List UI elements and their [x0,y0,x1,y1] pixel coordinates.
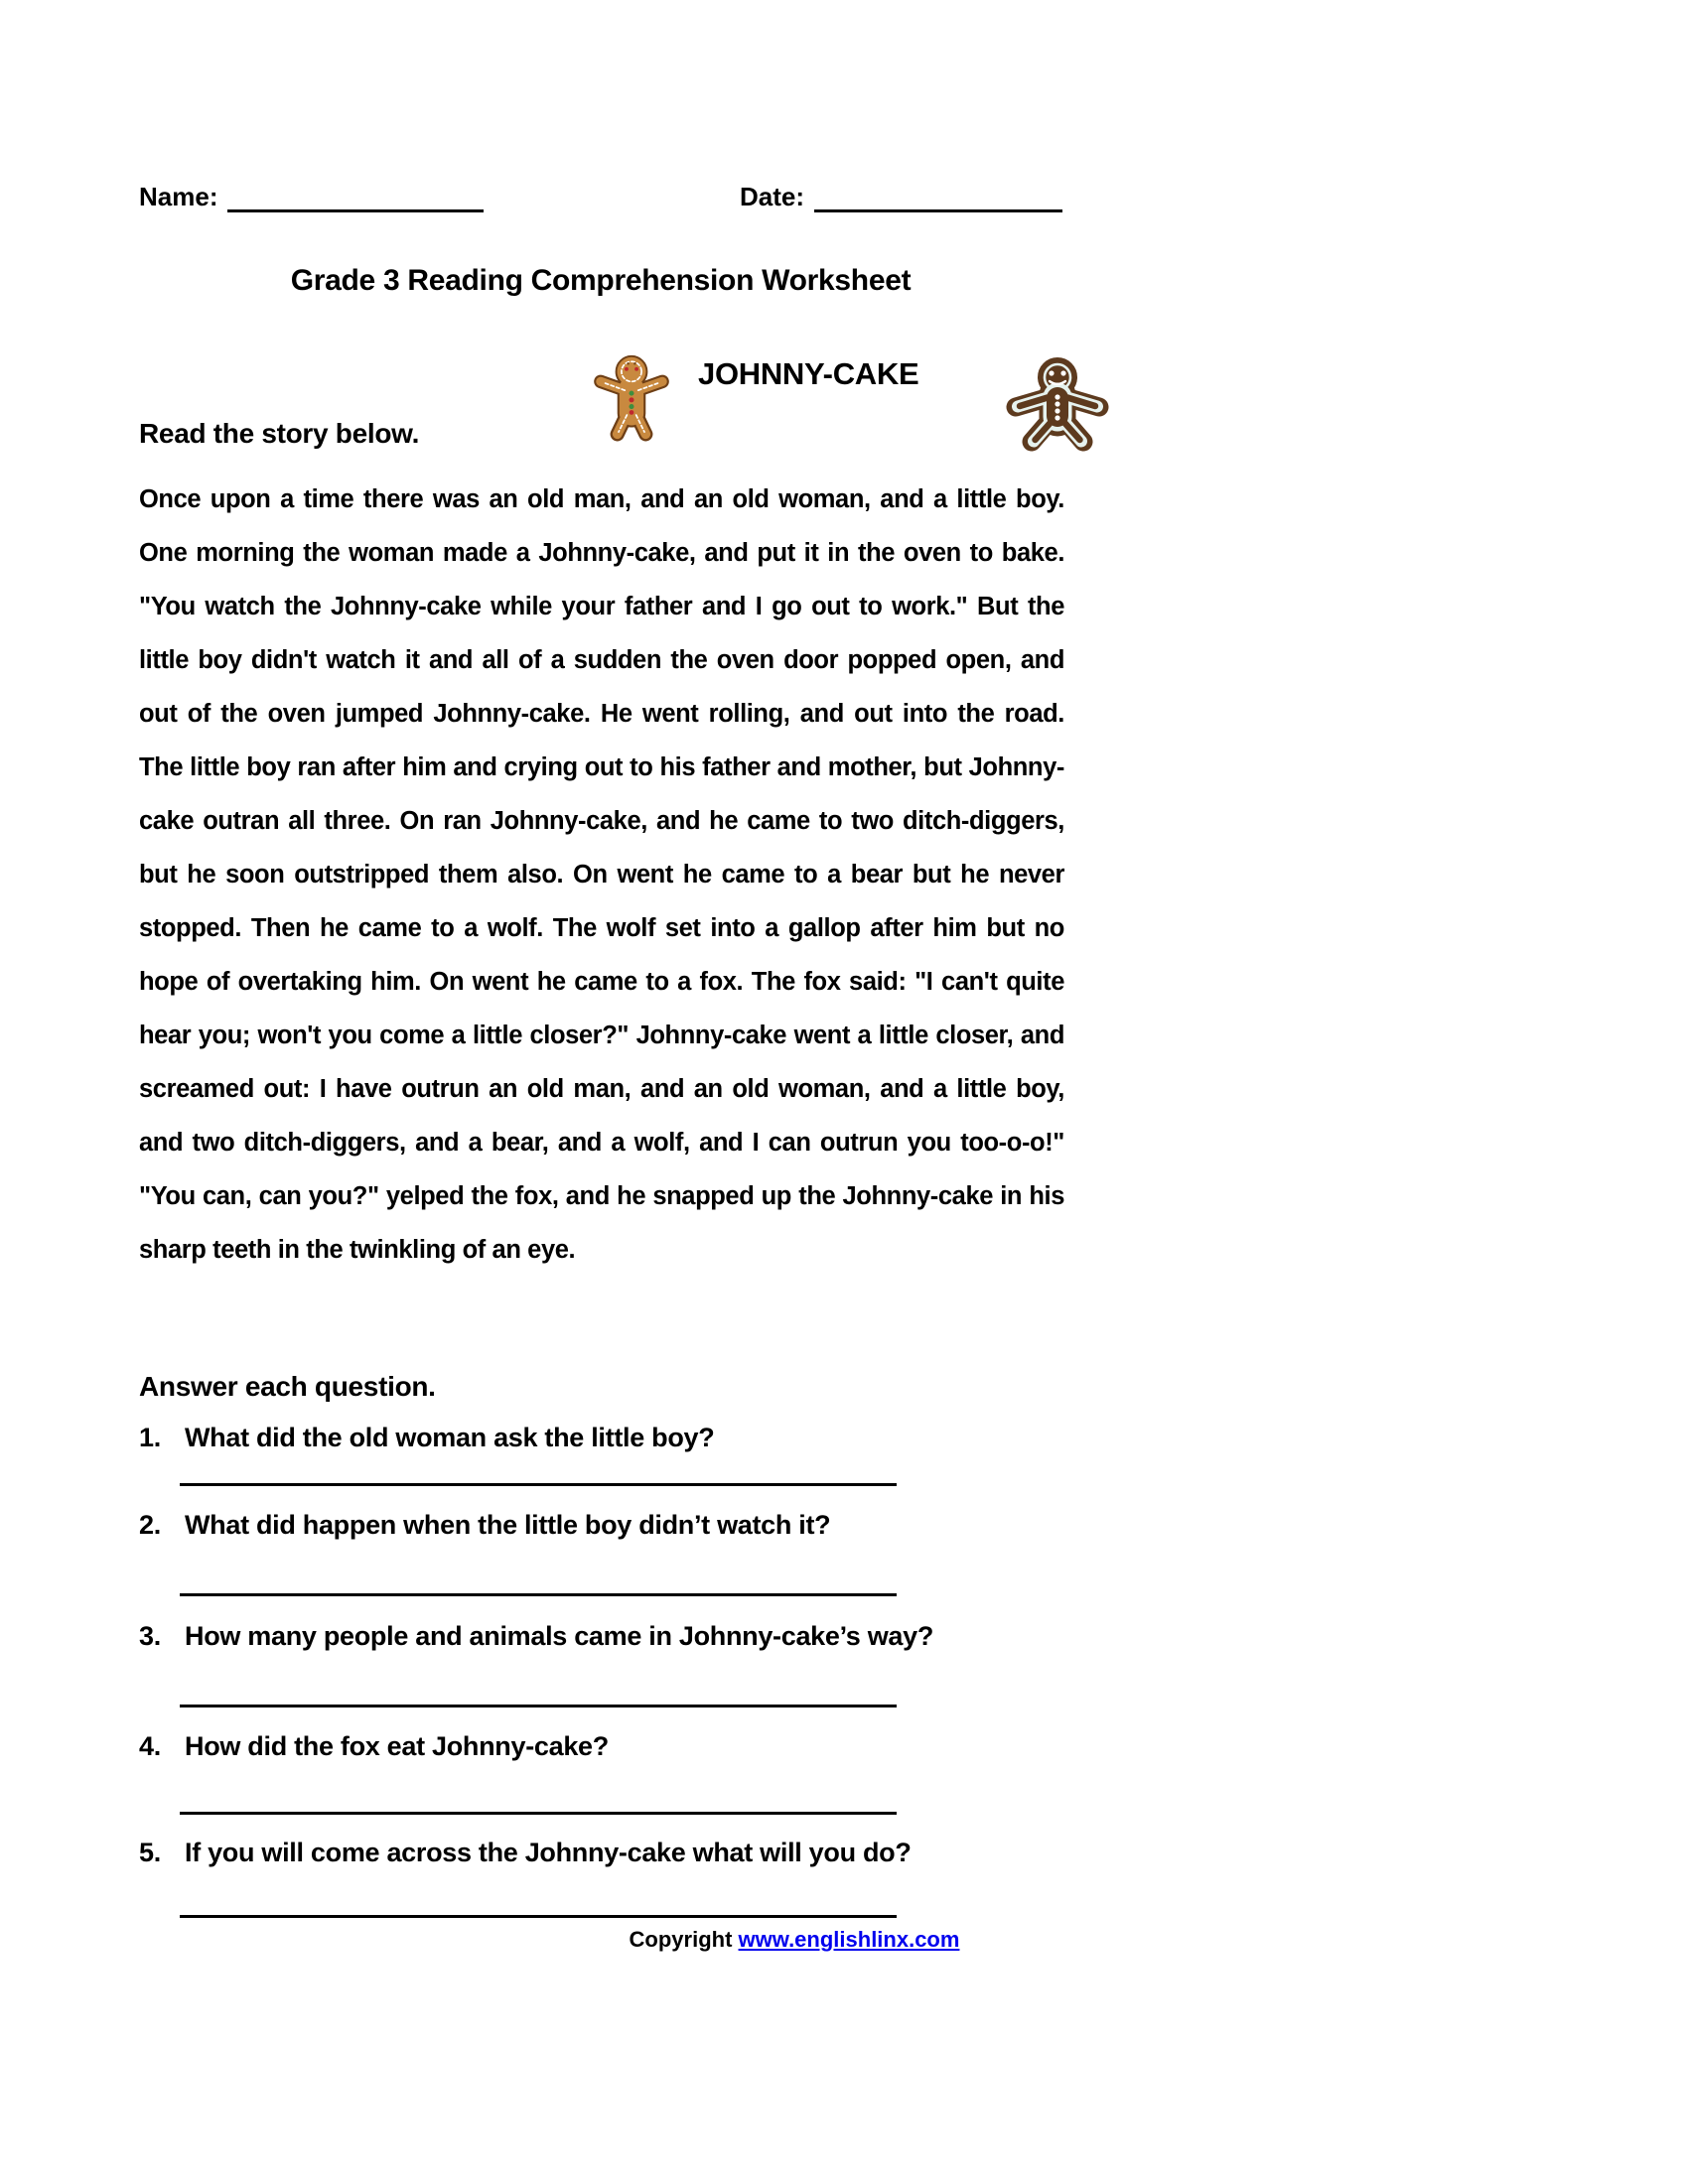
answer-line-4[interactable] [180,1780,897,1815]
story-subtitle: JOHNNY-CAKE [698,356,919,391]
question-4-number: 4. [139,1731,161,1761]
question-4-text: How did the fox eat Johnny-cake? [185,1731,609,1761]
copyright-label: Copyright [629,1927,739,1952]
name-blank-line[interactable] [227,184,484,212]
answer-questions-instruction: Answer each question. [139,1371,436,1402]
question-5-number: 5. [139,1838,161,1867]
date-label: Date: [740,182,805,211]
gingerbread-man-dark-icon [1001,355,1114,455]
question-1-text: What did the old woman ask the little boy? [185,1423,715,1452]
question-2-text: What did happen when the little boy didn’t watch it? [185,1510,831,1540]
read-story-instruction: Read the story below. [139,418,420,449]
answer-line-2[interactable] [180,1562,897,1596]
question-3 [139,1621,1082,1652]
gingerbread-man-light-icon [590,350,673,448]
name-label: Name: [139,182,218,211]
question-2-number: 2. [139,1510,161,1540]
question-4 [139,1731,1082,1762]
question-3-number: 3. [139,1621,161,1651]
answer-line-1[interactable] [180,1451,897,1486]
question-5 [139,1838,1082,1868]
date-blank-line[interactable] [814,184,1062,212]
page-title: Grade 3 Reading Comprehension Worksheet [290,264,912,297]
question-5-text: If you will come across the Johnny-cake what will you do? [185,1838,912,1867]
question-2 [139,1510,1082,1541]
answer-line-5[interactable] [180,1883,897,1918]
story-text: Once upon a time there was an old man, and an old woman, and a little boy. One morning the woman made a Johnny-cake, and put it in the oven to bake. "You watch the Johnny-cake while your father and I go out to work." But the little boy didn't watch it and all of a sudden the oven door popped open, and out of the oven jumped Johnny-cake. He went rolling, and out into the road. The little boy ran after him and crying out to his father and mother, but Johnny-cake outran all three. On ran Johnny-cake, and he came to two ditch-diggers, but he soon outstripped them also. On went he came to a bear but he never stopped. Then he came to a wolf. The wolf set into a gallop after him but no hope of overtaking him. On went he came to a fox. The fox said: "I can't quite hear you; won't you come a little closer?" Johnny-cake went a little closer, and screamed out: I have outrun an old man, and an old woman, and a little boy, and two ditch-diggers, and a bear, and a wolf, and I can outrun you too-o-o!" "You can, can you?" yelped the fox, and he snapped up the Johnny-cake in his sharp teeth in the twinkling of an eye. [139,485,1064,1264]
date-field-group [740,182,1062,212]
question-3-text: How many people and animals came in Johnny-cake’s way? [185,1621,934,1651]
englishlinx-link[interactable]: www.englishlinx.com [738,1927,960,1952]
name-field-group [139,182,484,212]
question-1 [139,1423,1082,1453]
question-1-number: 1. [139,1423,161,1452]
footer [447,1927,1142,1953]
answer-line-3[interactable] [180,1673,897,1707]
